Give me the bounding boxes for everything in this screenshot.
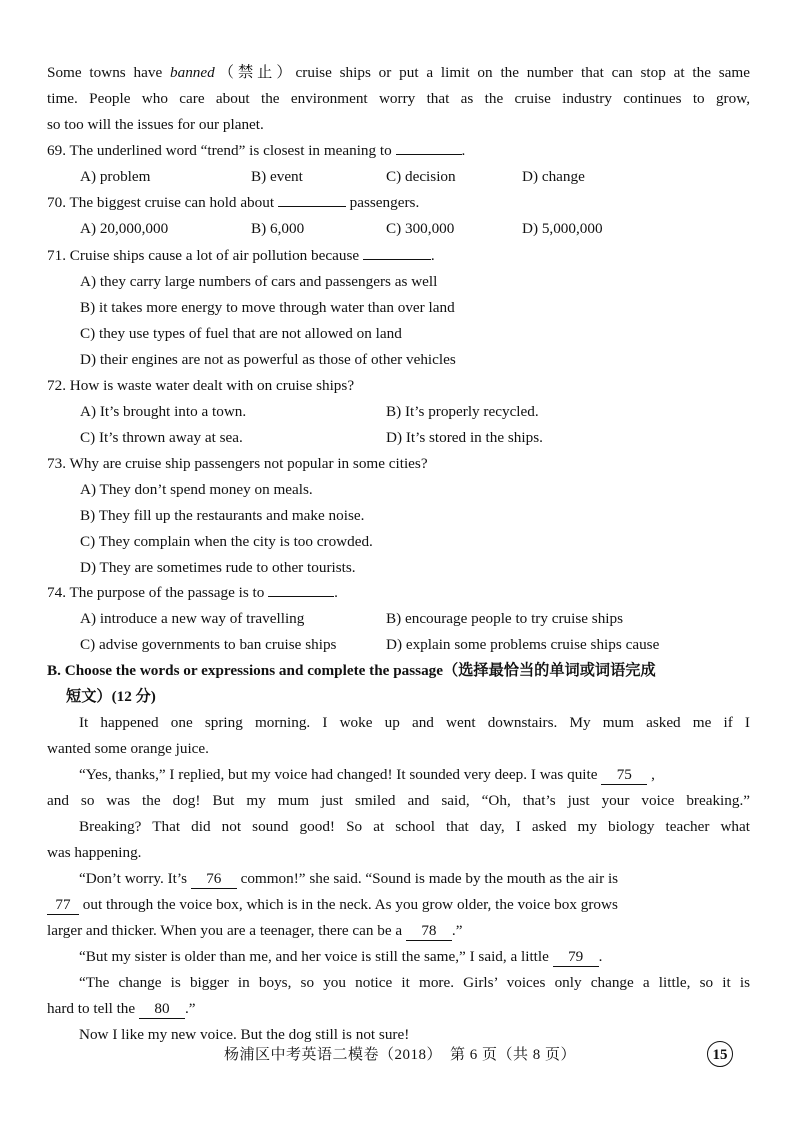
option-70-d: D) 5,000,000 [522, 220, 603, 237]
passage-text: “But my sister is older than me, and her voice is still the same,” I said, a little [79, 948, 549, 965]
passage-p2-line-1 [79, 762, 750, 788]
passage-p4-line-2 [47, 892, 750, 918]
question-end: . [334, 584, 338, 601]
passage-p2-line-2: and so was the dog! But my mum just smiled and said, “Oh, that’s just your voice breaking.” [47, 792, 750, 809]
answer-blank [268, 581, 334, 597]
question-stem: 69. The underlined word “trend” is closest in meaning to [47, 142, 392, 159]
italic-word: banned [170, 64, 215, 81]
option-69-c: C) decision [386, 168, 456, 185]
question-end: passengers. [349, 194, 420, 211]
question-end: . [461, 142, 466, 159]
option-73-a: A) They don’t spend money on meals. [80, 481, 313, 498]
passage-p5-line-1 [79, 944, 750, 970]
blank-78: 78 [406, 922, 452, 941]
option-70-b: B) 6,000 [251, 220, 305, 237]
section-b-title-2: 短文）(12 分) [66, 688, 156, 705]
option-74-d: D) explain some problems cruise ships cause [386, 636, 660, 653]
option-71-d: D) their engines are not as powerful as those of other vehicles [80, 351, 456, 368]
passage-p6-line-2 [47, 996, 750, 1022]
option-73-d: D) They are sometimes rude to other tourists. [80, 559, 356, 576]
passage-p3-line-2: was happening. [47, 844, 142, 861]
blank-80: 80 [139, 1000, 185, 1019]
passage-p4-line-3 [47, 918, 750, 944]
option-74-a: A) introduce a new way of travelling [80, 610, 305, 627]
answer-blank [278, 191, 346, 207]
blank-75: 75 [601, 766, 647, 785]
page-number-badge: 15 [707, 1041, 733, 1067]
passage-text: . [598, 948, 603, 965]
option-74-b: B) encourage people to try cruise ships [386, 610, 624, 627]
intro-line-1 [47, 60, 750, 86]
option-71-c: C) they use types of fuel that are not allowed on land [80, 325, 402, 342]
section-b-title: B. Choose the words or expressions and complete the passage（选择最恰当的单词或词语完成 [47, 662, 656, 679]
passage-text: out through the voice box, which is in the neck. As you grow older, the voice box grows [82, 896, 618, 913]
intro-text: （禁止）cruise ships or put a limit on the number that can stop at the same [214, 64, 750, 81]
page-footer: 杨浦区中考英语二模卷（2018） 第 6 页（共 8 页） [223, 1047, 576, 1063]
option-72-b: B) It’s properly recycled. [386, 403, 539, 420]
option-69-d: D) change [522, 168, 585, 185]
passage-text: .” [184, 1000, 196, 1017]
question-71 [47, 243, 750, 269]
intro-text: Some towns have [47, 64, 170, 81]
answer-blank [396, 139, 462, 155]
option-74-c: C) advise governments to ban cruise ships [80, 636, 337, 653]
passage-p3-line-1: Breaking? That did not sound good! So at school that day, I asked my biology teacher what [79, 818, 750, 835]
passage-p6-line-1: “The change is bigger in boys, so you notice it more. Girls’ voices only change a little, so it is [79, 974, 750, 991]
question-72: 72. How is waste water dealt with on cruise ships? [47, 377, 355, 394]
blank-77: 77 [47, 896, 79, 915]
intro-line-2: time. People who care about the environment worry that as the cruise industry continues to grow, [47, 90, 750, 107]
passage-text: , [651, 766, 655, 783]
passage-p4-line-1 [79, 866, 750, 892]
option-70-c: C) 300,000 [386, 220, 455, 237]
question-end: . [430, 247, 435, 264]
question-stem: 70. The biggest cruise can hold about [47, 194, 275, 211]
option-72-a: A) It’s brought into a town. [80, 403, 247, 420]
question-stem: 74. The purpose of the passage is to [47, 584, 265, 601]
passage-text: “Don’t worry. It’s [79, 870, 187, 887]
option-71-b: B) it takes more energy to move through water than over land [80, 299, 455, 316]
passage-p1-line-2: wanted some orange juice. [47, 740, 209, 757]
question-stem: 71. Cruise ships cause a lot of air pollution because [47, 247, 360, 264]
answer-blank [363, 244, 431, 260]
passage-text: .” [451, 922, 463, 939]
option-73-c: C) They complain when the city is too crowded. [80, 533, 373, 550]
blank-79: 79 [553, 948, 599, 967]
option-73-b: B) They fill up the restaurants and make noise. [80, 507, 365, 524]
option-69-a: A) problem [80, 168, 151, 185]
option-72-c: C) It’s thrown away at sea. [80, 429, 243, 446]
question-73: 73. Why are cruise ship passengers not popular in some cities? [47, 455, 428, 472]
passage-text: larger and thicker. When you are a teenager, there can be a [47, 922, 403, 939]
passage-text: common!” she said. “Sound is made by the mouth as the air is [240, 870, 619, 887]
passage-text: “Yes, thanks,” I replied, but my voice had changed! It sounded very deep. I was quite [79, 766, 598, 783]
question-69 [47, 138, 750, 164]
question-74 [47, 580, 750, 606]
passage-p1-line-1: It happened one spring morning. I woke up and went downstairs. My mum asked me if I [79, 714, 750, 731]
passage-p7-line-1: Now I like my new voice. But the dog still is not sure! [79, 1026, 410, 1043]
question-70 [47, 190, 750, 216]
passage-text: hard to tell the [47, 1000, 136, 1017]
option-72-d: D) It’s stored in the ships. [386, 429, 543, 446]
option-69-b: B) event [251, 168, 303, 185]
option-70-a: A) 20,000,000 [80, 220, 169, 237]
option-71-a: A) they carry large numbers of cars and passengers as well [80, 273, 438, 290]
blank-76: 76 [191, 870, 237, 889]
intro-line-3: so too will the issues for our planet. [47, 116, 264, 133]
